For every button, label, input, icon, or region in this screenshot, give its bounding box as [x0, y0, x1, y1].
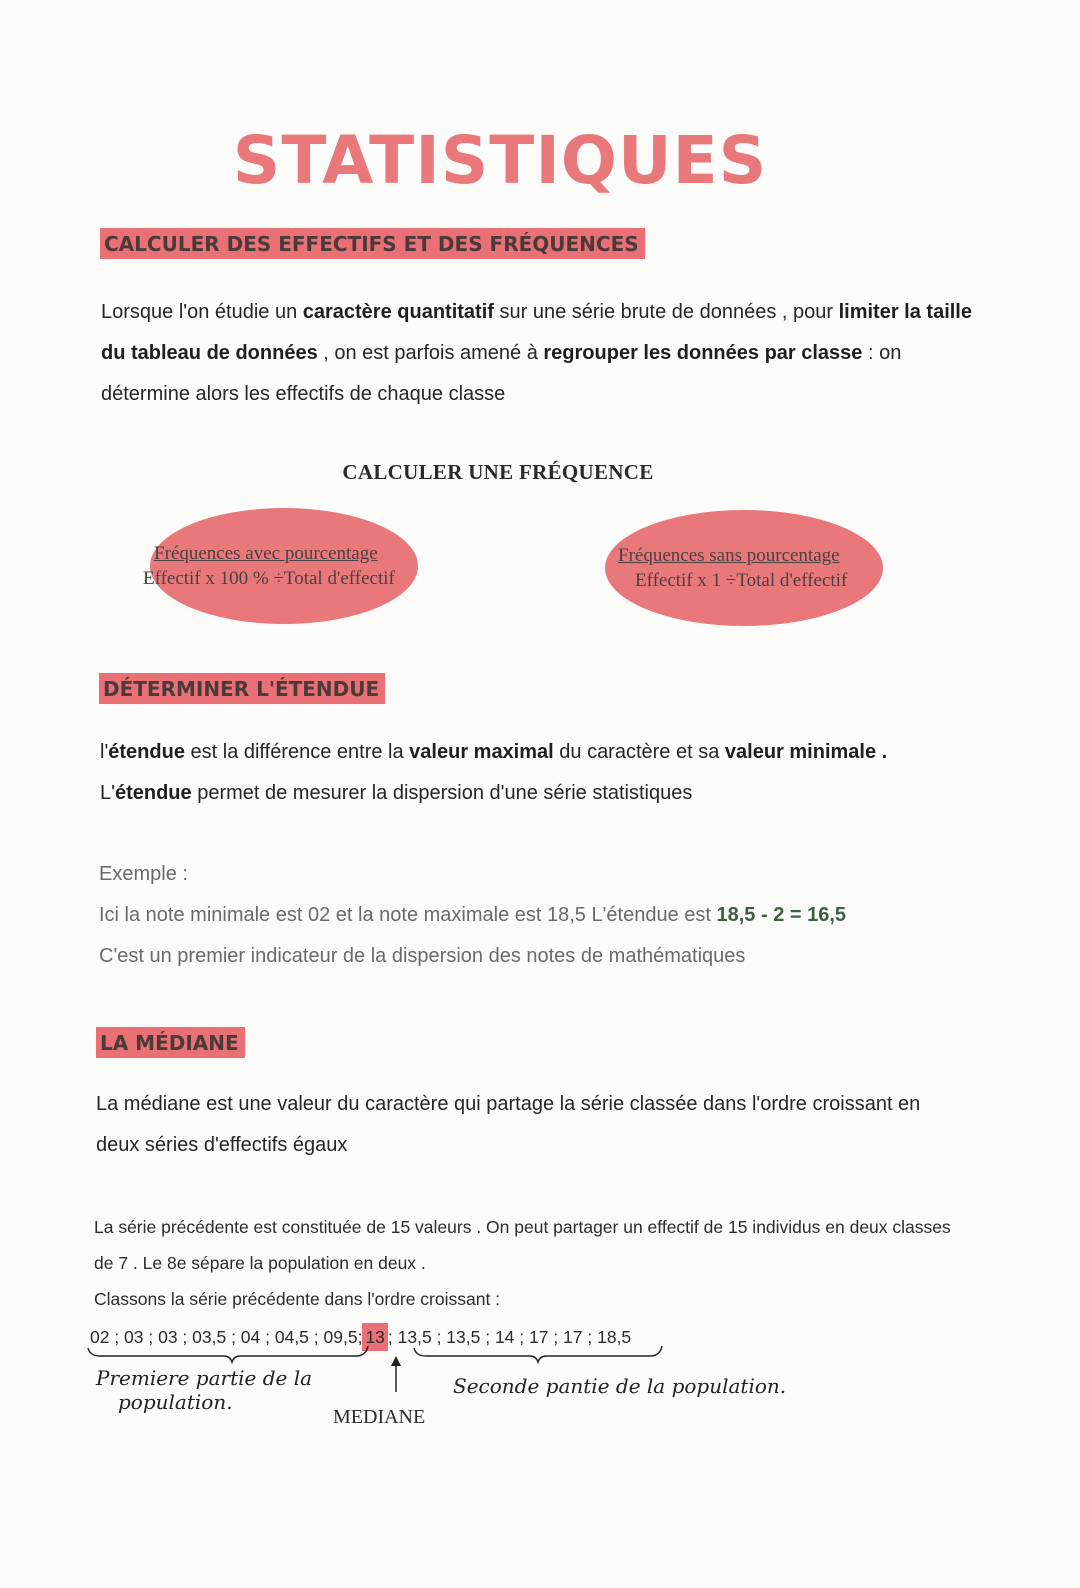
freq-with-formula: Effectif x 100 % ÷Total d'effectif [143, 568, 395, 589]
bold-term: étendue [114, 782, 192, 804]
bold-term: limiter la taille du tableau de données [101, 301, 972, 364]
series-separator: ; [387, 1327, 393, 1347]
bold-term: étendue [108, 741, 185, 763]
note-first-line-1: Premiere partie de la [96, 1366, 313, 1390]
subheading-frequence: CALCULER UNE FRÉQUENCE [342, 460, 654, 484]
text-run: sur une série brute de données , pour [493, 301, 839, 323]
freq-without-label: Fréquences sans pourcentage [618, 545, 840, 566]
freq-without-formula: Effectif x 1 ÷Total d'effectif [635, 570, 848, 591]
freq-with-label: Fréquences avec pourcentage [154, 543, 378, 564]
mediane-explain-2: Classons la série précédente dans l'ordre croissant : [94, 1289, 501, 1309]
section-heading-mediane: LA MÉDIANE [96, 1027, 245, 1058]
bold-term: caractère quantitatif [302, 301, 494, 323]
series-first-half: 02 ; 03 ; 03 ; 03,5 ; 04 ; 04,5 ; 09,5 [90, 1327, 358, 1347]
series-median-value: 13 [362, 1323, 387, 1351]
text-run: , on est parfois amené à [317, 342, 544, 364]
example-text: Ici la note minimale est 02 et la note maximale est 18,5 L'étendue est [99, 904, 717, 926]
section-heading-etendue: DÉTERMINER L'ÉTENDUE [99, 673, 385, 704]
text-run: L' [100, 782, 115, 804]
series-separator: ; [357, 1327, 363, 1347]
series-second-half: 13,5 ; 13,5 ; 14 ; 17 ; 17 ; 18,5 [397, 1327, 632, 1347]
example-label: Exemple : [99, 863, 188, 885]
bold-term: valeur maximal [409, 741, 554, 763]
brace-first-half [88, 1346, 368, 1362]
bold-term: regrouper les données par classe [543, 342, 863, 364]
section-heading-frequences: CALCULER DES EFFECTIFS ET DES FRÉQUENCES [100, 228, 645, 259]
text-run: l' [100, 741, 109, 763]
mediane-explain-1: La série précédente est constituée de 15 valeurs . On peut partager un effectif de 15 individus en deux classes de 7 . Le 8e sépare la population en deux . [94, 1217, 951, 1273]
page-title: STATISTIQUES [232, 122, 768, 199]
note-first-half [96, 1366, 312, 1414]
text-run: : on détermine alors les effectifs de chaque classe [101, 342, 902, 405]
median-arrow-head [391, 1356, 401, 1366]
median-label: MEDIANE [333, 1406, 426, 1428]
note-first-line-2: population. [118, 1390, 233, 1414]
brace-second-half [414, 1346, 662, 1362]
note-second-half: Seconde pantie de la population. [453, 1374, 787, 1398]
text-run: du caractère et sa [553, 741, 725, 763]
example-calc: 18,5 - 2 = 16,5 [716, 904, 847, 926]
text-run: Lorsque l'on étudie un [101, 301, 303, 323]
text-run: est la différence entre la [184, 741, 410, 763]
bold-term: valeur minimale . [724, 741, 888, 763]
mediane-definition: La médiane est une valeur du caractère qui partage la série classée dans l'ordre croissant en deux séries d'effectifs égaux [96, 1093, 921, 1156]
text-run: permet de mesurer la dispersion d'une série statistiques [191, 782, 693, 804]
example-conclusion: C'est un premier indicateur de la dispersion des notes de mathématiques [99, 945, 746, 967]
